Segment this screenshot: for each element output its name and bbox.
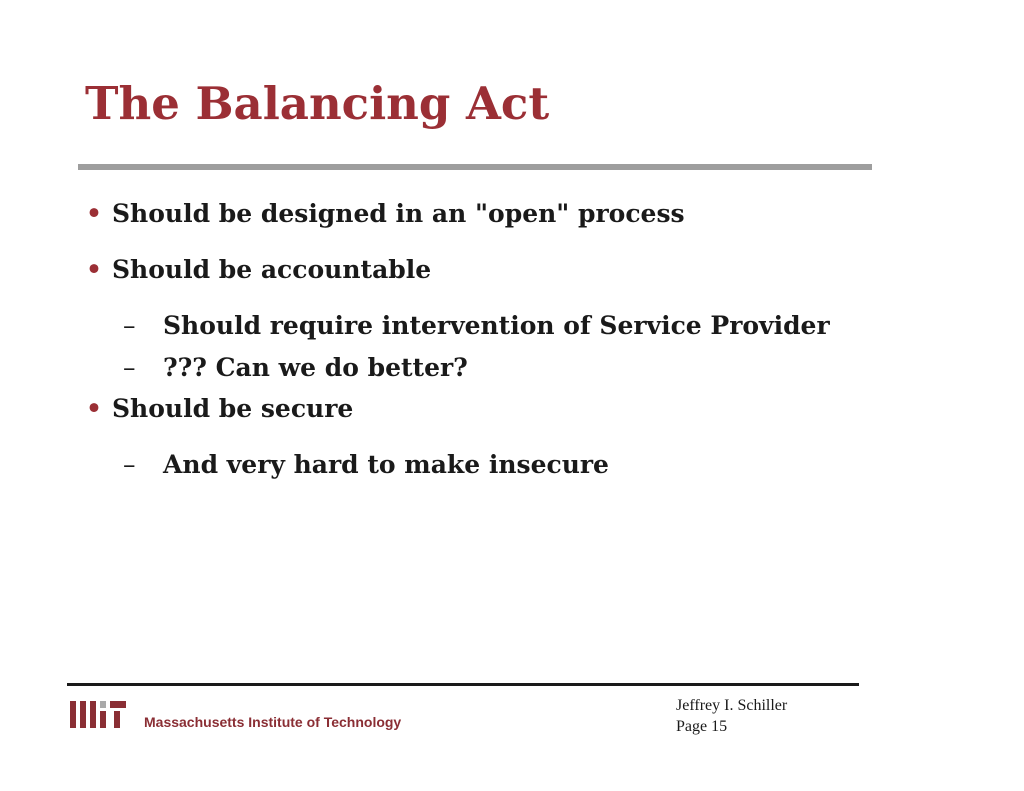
sub-bullet-marker: – bbox=[123, 311, 136, 340]
page-number: Page 15 bbox=[676, 718, 728, 735]
sub-bullet-text: And very hard to make insecure bbox=[163, 450, 609, 479]
sub-bullet-text: Should require intervention of Service Provider bbox=[163, 311, 830, 340]
bullet-text: Should be designed in an "open" process bbox=[112, 199, 685, 228]
bullet-item bbox=[86, 196, 685, 232]
sub-bullet-item bbox=[123, 308, 830, 344]
footer-divider bbox=[67, 683, 859, 686]
bullet-marker: • bbox=[86, 255, 102, 284]
footer-author: Jeffrey I. Schiller bbox=[676, 697, 788, 714]
bullet-marker: • bbox=[86, 394, 102, 423]
institution-name: Massachusetts Institute of Technology bbox=[144, 714, 402, 730]
bullet-item bbox=[86, 391, 353, 427]
mit-logo-icon bbox=[70, 701, 126, 728]
sub-bullet-item bbox=[123, 447, 609, 483]
bullet-text: Should be accountable bbox=[112, 255, 432, 284]
bullet-marker: • bbox=[86, 199, 102, 228]
sub-bullet-marker: – bbox=[123, 353, 136, 382]
sub-bullet-text: ??? Can we do better? bbox=[163, 353, 468, 382]
title-divider bbox=[78, 164, 872, 170]
bullet-item bbox=[86, 252, 431, 288]
sub-bullet-item bbox=[123, 350, 468, 386]
sub-bullet-marker: – bbox=[123, 450, 136, 479]
bullet-text: Should be secure bbox=[112, 394, 354, 423]
slide-title: The Balancing Act bbox=[85, 77, 550, 130]
